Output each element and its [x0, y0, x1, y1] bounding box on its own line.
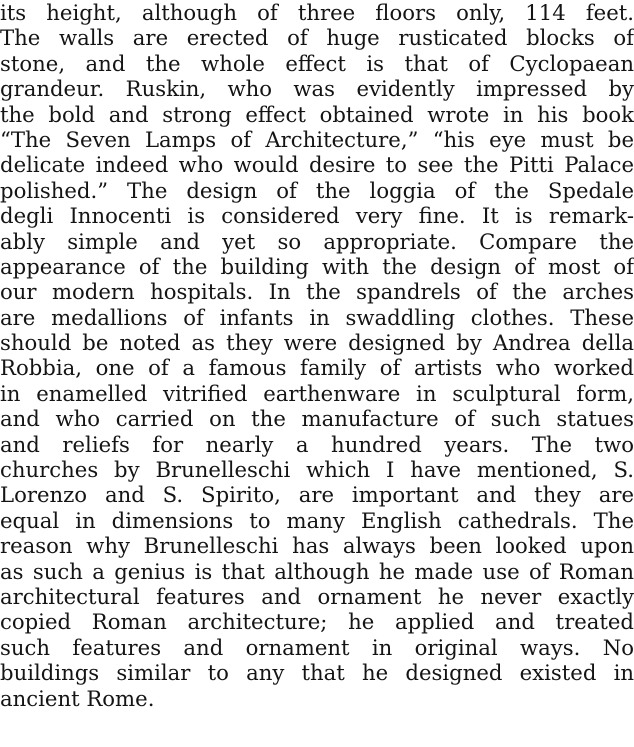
text-line: “The Seven Lamps of Architecture,” “his eye must be: [0, 126, 634, 152]
text-line: reason why Brunelleschi has always been looked upon: [0, 533, 634, 559]
text-line: its height, although of three floors only, 114 feet.: [0, 0, 634, 25]
text-line: Lorenzo and S. Spirito, are important and they are: [0, 482, 634, 508]
text-line: are medallions of infants in swaddling clothes. These: [0, 304, 634, 330]
text-line: polished.” The design of the loggia of the Spedale: [0, 177, 634, 203]
text-line: such features and ornament in original ways. No: [0, 634, 634, 660]
text-line: the bold and strong effect obtained wrote in his book: [0, 101, 634, 127]
text-line: our modern hospitals. In the spandrels of the arches: [0, 279, 634, 305]
text-line: copied Roman architecture; he applied and treated: [0, 609, 634, 635]
text-line: appearance of the building with the design of most of: [0, 253, 634, 279]
text-line: and reliefs for nearly a hundred years. The two: [0, 431, 634, 457]
text-line: Robbia, one of a famous family of artists who worked: [0, 355, 634, 381]
text-line: grandeur. Ruskin, who was evidently impressed by: [0, 76, 634, 102]
text-line: equal in dimensions to many English cathedrals. The: [0, 507, 634, 533]
text-line: buildings similar to any that he designed existed in: [0, 660, 634, 686]
text-line: as such a genius is that although he made use of Roman: [0, 558, 634, 584]
text-line: delicate indeed who would desire to see the Pitti Palace: [0, 152, 634, 178]
text-line: in enamelled vitrified earthenware in sculptural form,: [0, 380, 634, 406]
text-line: The walls are erected of huge rusticated blocks of: [0, 25, 634, 51]
text-line: architectural features and ornament he never exactly: [0, 583, 634, 609]
text-line: churches by Brunelleschi which I have mentioned, S.: [0, 457, 634, 483]
text-line: ancient Rome.: [0, 685, 155, 711]
text-line: ably simple and yet so appropriate. Compare the: [0, 228, 634, 254]
text-line: stone, and the whole effect is that of Cyclopaean: [0, 50, 634, 76]
text-line: degli Innocenti is considered very fine. It is remark-: [0, 203, 634, 229]
text-line: should be noted as they were designed by Andrea della: [0, 330, 634, 356]
text-line: and who carried on the manufacture of such statues: [0, 406, 634, 432]
